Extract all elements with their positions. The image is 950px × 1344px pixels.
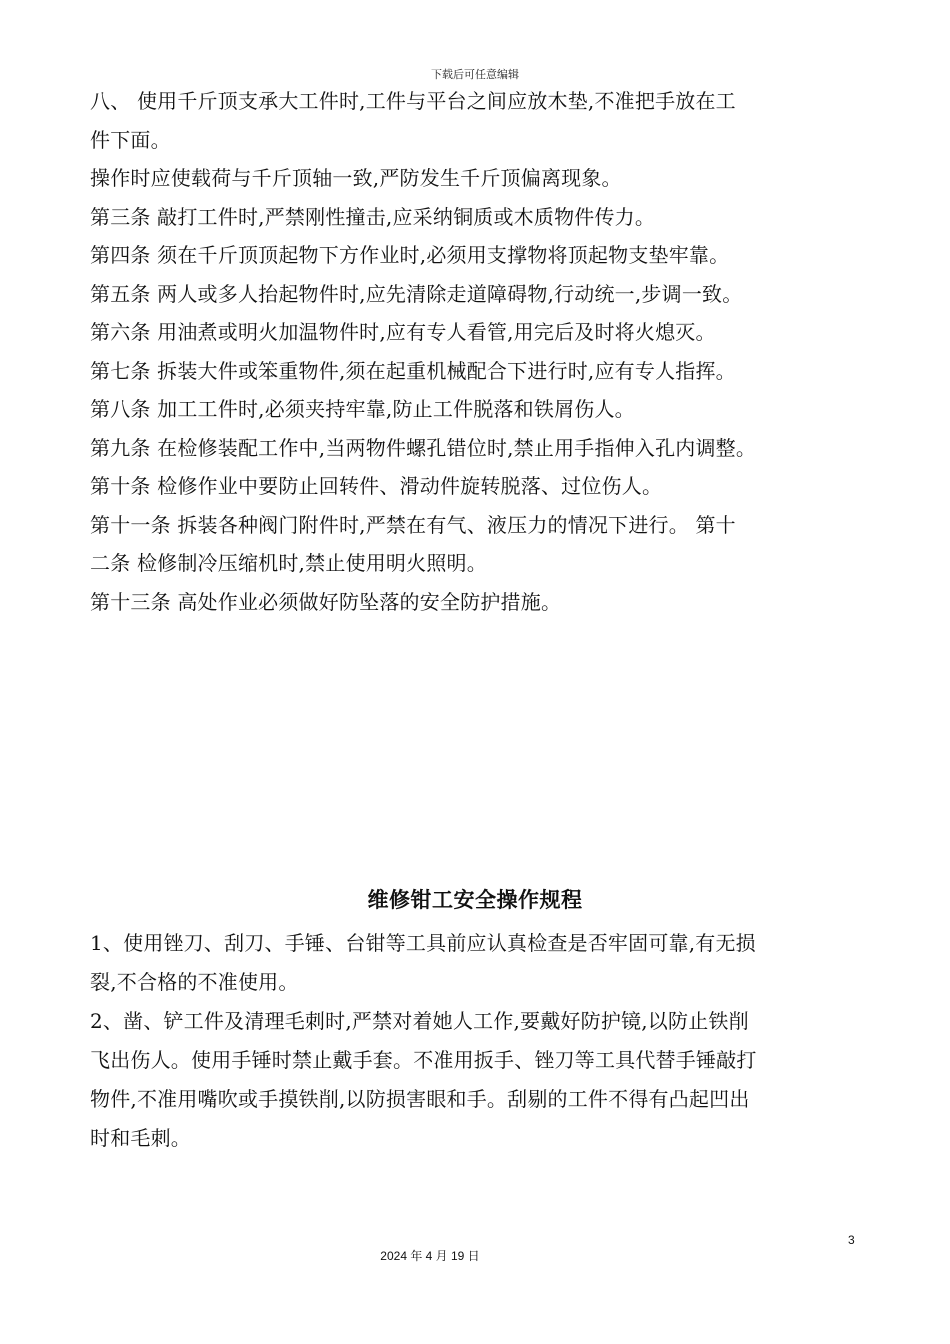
body-line: 第四条 须在千斤顶顶起物下方作业时,必须用支撑物将顶起物支垫牢靠。 bbox=[90, 243, 730, 267]
section-line: 裂,不合格的不准使用。 bbox=[90, 970, 299, 994]
regulation-body bbox=[90, 82, 860, 621]
body-line: 第十条 检修作业中要防止回转件、滑动件旋转脱落、过位伤人。 bbox=[90, 474, 663, 498]
page-number: 3 bbox=[848, 1233, 855, 1247]
body-line: 第六条 用油煮或明火加温物件时,应有专人看管,用完后及时将火熄灭。 bbox=[90, 320, 716, 344]
body-line: 第九条 在检修装配工作中,当两物件螺孔错位时,禁止用手指伸入孔内调整。 bbox=[90, 435, 757, 460]
body-line: 第五条 两人或多人抬起物件时,应先清除走道障碍物,行动统一,步调一致。 bbox=[90, 281, 743, 306]
section-body bbox=[90, 924, 860, 1158]
body-line: 二条 检修制冷压缩机时,禁止使用明火照明。 bbox=[90, 551, 487, 575]
body-line: 第三条 敲打工件时,严禁刚性撞击,应采纳铜质或木质物件传力。 bbox=[90, 204, 656, 229]
section-line: 1、使用锉刀、刮刀、手锤、台钳等工具前应认真检查是否牢固可靠,有无损 bbox=[90, 931, 756, 955]
section-line: 飞出伤人。使用手锤时禁止戴手套。不准用扳手、锉刀等工具代替手锤敲打 bbox=[90, 1048, 757, 1072]
body-line: 操作时应使载荷与千斤顶轴一致,严防发生千斤顶偏离现象。 bbox=[90, 166, 622, 190]
footer-date: 2024 年 4 月 19 日 bbox=[380, 1249, 480, 1263]
section-line: 时和毛刺。 bbox=[90, 1126, 191, 1150]
body-line: 第八条 加工工件时,必须夹持牢靠,防止工件脱落和铁屑伤人。 bbox=[90, 397, 635, 421]
section-line: 物件,不准用嘴吹或手摸铁削,以防损害眼和手。刮剔的工件不得有凸起凹出 bbox=[90, 1087, 750, 1111]
body-line: 件下面。 bbox=[90, 127, 171, 152]
body-line: 八、 使用千斤顶支承大工件时,工件与平台之间应放木垫,不准把手放在工 bbox=[90, 89, 736, 113]
body-line: 第十三条 高处作业必须做好防坠落的安全防护措施。 bbox=[90, 589, 562, 614]
section-title: 维修钳工安全操作规程 bbox=[367, 887, 583, 912]
header-note: 下载后可任意编辑 bbox=[431, 68, 519, 81]
section-line: 2、凿、铲工件及清理毛刺时,严禁对着她人工作,要戴好防护镜,以防止铁削 bbox=[90, 1009, 749, 1033]
body-line: 第七条 拆装大件或笨重物件,须在起重机械配合下进行时,应有专人指挥。 bbox=[90, 358, 736, 383]
body-line: 第十一条 拆装各种阀门附件时,严禁在有气、液压力的情况下进行。 第十 bbox=[90, 512, 736, 537]
